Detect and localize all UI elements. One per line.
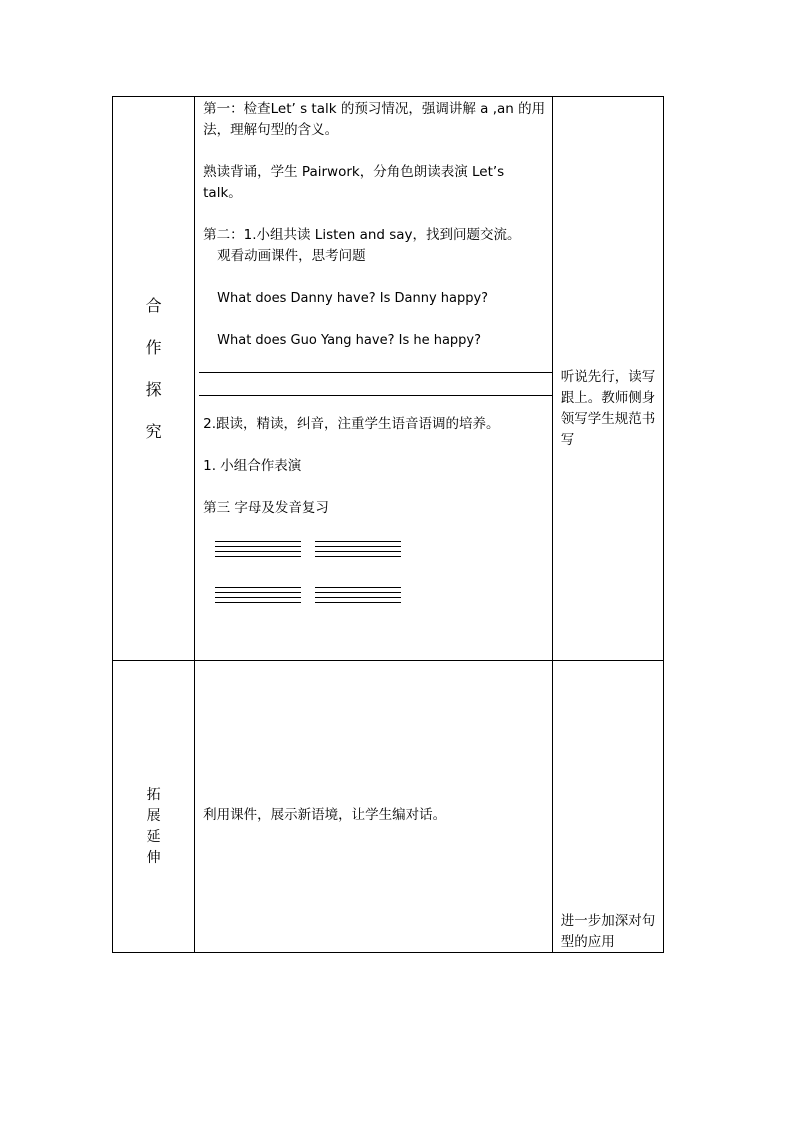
activity-cell xyxy=(195,661,553,953)
handwriting-lines xyxy=(315,587,401,603)
stage-char: 展 xyxy=(146,808,161,824)
pairwork-text: 熟读背诵，学生 Pairwork，分角色朗读表演 Let’s talk。 xyxy=(203,164,505,201)
stage-char: 究 xyxy=(145,422,162,441)
handwriting-lines-row xyxy=(203,587,546,603)
stage-label xyxy=(113,785,194,869)
lesson-plan-table xyxy=(112,96,664,953)
activity-cell xyxy=(195,97,553,661)
follow-read-text: 2.跟读，精读，纠音，注重学生语音语调的培养。 xyxy=(203,416,500,432)
step-one-text: 第一：检查Let’ s talk 的预习情况，强调讲解 a ,an 的用法，理解句型的含义。 xyxy=(203,101,546,138)
stage-cell-extension xyxy=(113,661,195,953)
stage-char: 伸 xyxy=(146,850,161,866)
handwriting-lines xyxy=(215,587,301,603)
question-2: What does Guo Yang have? Is he happy? xyxy=(217,333,482,348)
animation-text: 观看动画课件，思考问题 xyxy=(217,248,366,264)
question-1: What does Danny have? Is Danny happy? xyxy=(217,291,489,306)
step-two-text: 第二：1.小组共读 Listen and say，找到问题交流。 xyxy=(203,227,521,243)
handwriting-lines xyxy=(315,541,401,557)
group-performance-text: 1. 小组合作表演 xyxy=(203,458,302,474)
teaching-note: 进一步加深对句型的应用 xyxy=(560,913,656,950)
note-cell xyxy=(552,97,663,661)
table-row xyxy=(113,661,664,953)
stage-char: 作 xyxy=(145,338,162,357)
stage-char: 延 xyxy=(146,829,161,845)
teaching-note: 听说先行，读写跟上。教师侧身领写学生规范书写 xyxy=(560,369,656,448)
stage-char: 合 xyxy=(145,296,162,315)
stage-cell-cooperative-inquiry xyxy=(113,97,195,661)
stage-label xyxy=(113,285,194,453)
note-cell xyxy=(552,661,663,953)
handwriting-lines-row xyxy=(203,541,546,557)
stage-char: 拓 xyxy=(146,787,161,803)
step-three-text: 第三 字母及发音复习 xyxy=(203,500,329,516)
table-row xyxy=(113,97,664,661)
stage-char: 探 xyxy=(145,380,162,399)
handwriting-lines xyxy=(215,541,301,557)
extension-text: 利用课件，展示新语境，让学生编对话。 xyxy=(203,807,447,823)
